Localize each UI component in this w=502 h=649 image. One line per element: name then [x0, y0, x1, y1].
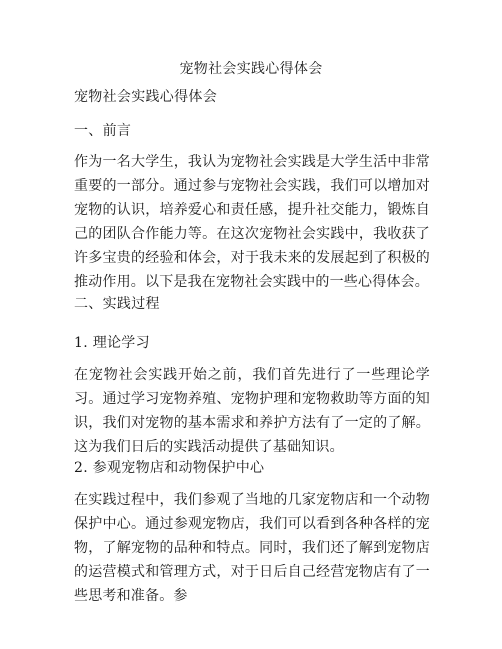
subsection-heading-theory: 1. 理论学习	[74, 335, 150, 351]
paragraph-visit: 在实践过程中，我们参观了当地的几家宠物店和一个动物保护中心。通过参观宠物店，我们可以看到各种各样的宠物，了解宠物的品种和特点。同时，我们还了解到宠物店的运营模式和管理方式，对于日后自己经营宠物店有了一些思考和准备。参	[74, 492, 430, 604]
section-heading-preface: 一、前言	[74, 123, 132, 139]
subsection-heading-visit: 2. 参观宠物店和动物保护中心	[74, 460, 265, 476]
document-subtitle: 宠物社会实践心得体会	[74, 89, 217, 105]
document-title: 宠物社会实践心得体会	[179, 61, 323, 77]
paragraph-theory: 在宠物社会实践开始之前，我们首先进行了一些理论学习。通过学习宠物养殖、宠物护理和宠物救助等方面的知识，我们对宠物的基本需求和养护方法有了一定的了解。这为我们日后的实践活动提供了基础知识。	[74, 367, 430, 455]
section-heading-process: 二、实践过程	[74, 296, 160, 312]
paragraph-preface: 作为一名大学生，我认为宠物社会实践是大学生活中非常重要的一部分。通过参与宠物社会实践，我们可以增加对宠物的认识，培养爱心和责任感，提升社交能力，锻炼自己的团队合作能力等。在这次宠物社会实践中，我收获了许多宝贵的经验和体会，对于我未来的发展起到了积极的推动作用。以下是我在宠物社会实践中的一些心得体会。	[74, 154, 430, 290]
